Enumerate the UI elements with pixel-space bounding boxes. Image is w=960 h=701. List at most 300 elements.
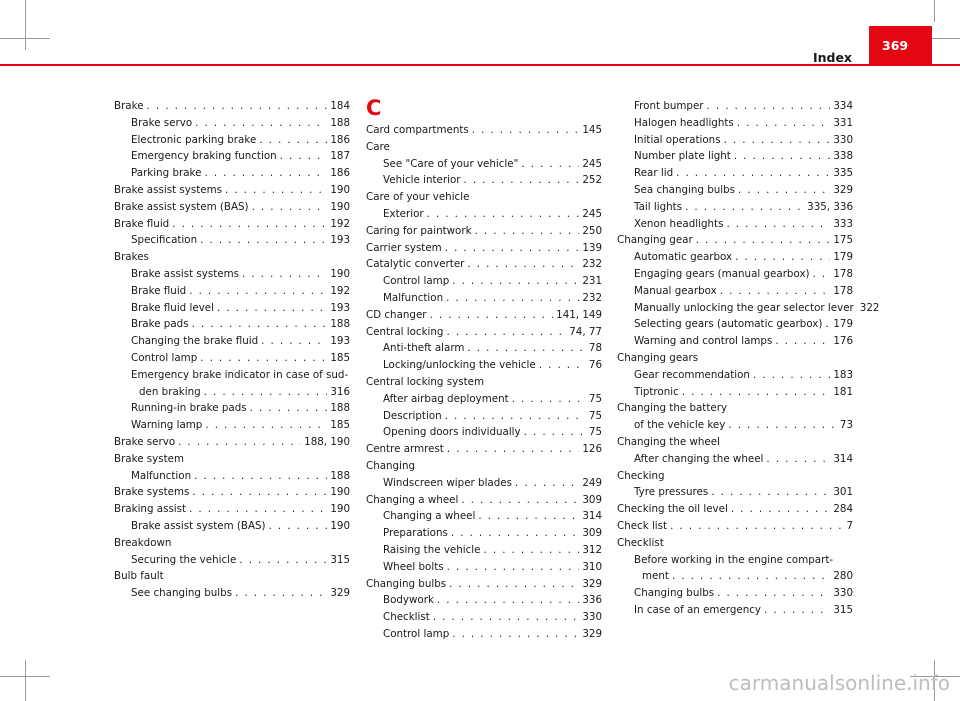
page-reference: 193 — [330, 301, 350, 314]
entry-term: Specification — [131, 234, 198, 247]
index-subentry — [617, 216, 853, 233]
index-subentry — [617, 182, 853, 199]
entry-term: Rear lid — [634, 167, 674, 180]
entry-term: Tail lights — [634, 200, 683, 213]
dot-leader — [427, 206, 580, 223]
entry-term: Bodywork — [383, 594, 434, 607]
dot-leader — [172, 216, 327, 233]
index-subentry — [366, 626, 602, 643]
page-reference: 190 — [330, 267, 350, 280]
entry-term: Number plate light — [634, 150, 731, 163]
index-subentry — [366, 542, 602, 559]
page-reference: 330 — [833, 587, 853, 600]
entry-term: Gear recommendation — [634, 368, 750, 381]
index-subentry — [114, 115, 350, 132]
entry-term: Brake pads — [131, 318, 189, 331]
index-subentry — [366, 559, 602, 576]
entry-term: Parking brake — [131, 167, 202, 180]
dot-leader — [735, 249, 830, 266]
entry-term: Warning and control lamps — [634, 335, 773, 348]
page-reference: 280 — [833, 570, 853, 583]
entry-term: Halogen headlights — [634, 116, 734, 129]
page-reference: 76 — [588, 359, 602, 372]
entry-term: Catalytic converter — [366, 258, 465, 271]
index-subentry — [114, 468, 350, 485]
page-reference: 316 — [330, 385, 350, 398]
entry-term: Windscreen wiper blades — [383, 476, 512, 489]
entry-term: Xenon headlights — [634, 217, 724, 230]
page-reference: 186 — [330, 133, 350, 146]
index-subentry — [366, 609, 602, 626]
dot-leader — [711, 484, 830, 501]
index-heading: Checklist — [617, 536, 664, 549]
entry-term: Braking assist — [114, 503, 187, 516]
page-reference: 329 — [330, 587, 350, 600]
page-reference: 178 — [833, 284, 853, 297]
index-subentry — [114, 585, 350, 602]
entry-term: Manual gearbox — [634, 284, 717, 297]
index-subentry — [114, 400, 350, 417]
page-reference: 75 — [588, 392, 602, 405]
entry-term: In case of an emergency — [634, 603, 761, 616]
page-reference: 145 — [582, 124, 602, 136]
index-subentry — [617, 602, 853, 619]
dot-leader — [200, 350, 327, 367]
index-entry — [617, 518, 853, 535]
index-entry — [617, 232, 853, 249]
page-reference: 190 — [330, 486, 350, 499]
index-column-3 — [617, 98, 880, 619]
index-subentry — [366, 357, 602, 374]
dot-leader — [720, 283, 831, 300]
page-reference: 188 — [330, 318, 350, 331]
entry-term: Central locking — [366, 325, 444, 338]
dot-leader — [467, 340, 585, 357]
index-entry — [114, 182, 350, 199]
page-reference: 331 — [833, 116, 853, 129]
index-column-1 — [114, 98, 350, 602]
entry-term: Description — [383, 409, 442, 422]
page-reference: 301 — [833, 486, 853, 499]
dot-leader — [204, 384, 328, 401]
index-subentry — [366, 424, 602, 441]
entry-term: Front bumper — [634, 100, 704, 112]
index-subentry — [114, 266, 350, 283]
index-subentry — [114, 350, 350, 367]
index-subentry — [366, 290, 602, 307]
entry-term: Raising the vehicle — [383, 543, 481, 556]
page-reference: 176 — [833, 335, 853, 348]
entry-term: Changing a wheel — [383, 510, 476, 523]
index-heading: Changing — [366, 459, 416, 472]
entry-term: Locking/unlocking the vehicle — [383, 359, 536, 372]
entry-term: Brake assist systems — [131, 267, 239, 280]
page-reference: 329 — [582, 577, 602, 590]
index-subentry — [366, 592, 602, 609]
index-entry — [366, 122, 602, 139]
index-entry — [114, 199, 350, 216]
index-subentry — [617, 585, 853, 602]
entry-term: After changing the wheel — [634, 452, 764, 465]
dot-leader — [200, 232, 327, 249]
dot-leader — [189, 283, 327, 300]
index-entry — [366, 492, 602, 509]
page-reference: 185 — [330, 419, 350, 432]
entry-term: Automatic gearbox — [634, 251, 733, 264]
crop-mark — [934, 0, 935, 22]
dot-leader — [696, 232, 831, 249]
index-heading: Breakdown — [114, 536, 172, 549]
page-reference: 185 — [330, 351, 350, 364]
index-entry — [114, 501, 350, 518]
dot-leader — [451, 525, 579, 542]
page-reference: 232 — [582, 258, 602, 271]
dot-leader — [472, 122, 580, 139]
page-reference: 126 — [582, 443, 602, 456]
page-reference: 245 — [582, 157, 602, 170]
dot-leader — [204, 165, 327, 182]
dot-leader — [194, 468, 327, 485]
index-subentry — [114, 283, 350, 300]
page-reference: 193 — [330, 234, 350, 247]
index-subentry — [617, 98, 853, 115]
dot-leader — [685, 199, 804, 216]
entry-term: Checklist — [383, 611, 430, 624]
dot-leader — [280, 148, 328, 165]
index-heading: Central locking system — [366, 375, 484, 388]
page-reference: 188 — [330, 116, 350, 129]
entry-term: Brake servo — [114, 435, 176, 448]
index-subentry — [366, 475, 602, 492]
page-reference: 335, 336 — [807, 200, 853, 213]
dot-leader — [195, 115, 327, 132]
page-reference: 329 — [833, 183, 853, 196]
index-subentry — [617, 384, 853, 401]
entry-term: After airbag deployment — [383, 392, 509, 405]
entry-term: Vehicle interior — [383, 174, 461, 187]
index-heading: Brakes — [114, 251, 149, 264]
index-heading: Changing the wheel — [617, 435, 720, 448]
index-subentry — [114, 518, 350, 535]
dot-leader — [461, 492, 579, 509]
index-subentry — [617, 115, 853, 132]
index-entry — [617, 501, 853, 518]
page-reference: 322 — [859, 301, 880, 314]
index-subentry-wrapped: Emergency brake indicator in case of sud- — [131, 368, 349, 381]
entry-term: Manually unlocking the gear selector lever — [634, 301, 854, 314]
dot-leader — [449, 576, 579, 593]
page-reference: 284 — [833, 503, 853, 516]
dot-leader — [670, 518, 843, 535]
dot-leader — [225, 182, 327, 199]
page-reference: 338 — [833, 150, 853, 163]
dot-leader — [189, 501, 327, 518]
index-entry — [114, 434, 350, 451]
page-reference: 190 — [330, 200, 350, 213]
page-reference: 315 — [330, 553, 350, 566]
index-entry — [366, 223, 602, 240]
index-subentry — [366, 525, 602, 542]
dot-leader — [178, 434, 301, 451]
entry-term: Changing a wheel — [366, 493, 459, 506]
index-subentry — [366, 340, 602, 357]
index-heading: Care of your vehicle — [366, 191, 470, 204]
entry-term: Check list — [617, 519, 668, 532]
dot-leader — [717, 585, 830, 602]
index-subentry — [114, 132, 350, 149]
page-reference: 232 — [582, 291, 602, 304]
dot-leader — [475, 223, 580, 240]
entry-term: Tyre pressures — [634, 486, 709, 499]
index-subentry — [366, 273, 602, 290]
entry-term: Exterior — [383, 207, 424, 220]
dot-leader — [467, 256, 579, 273]
entry-term: ment — [642, 570, 669, 583]
index-column-2 — [366, 98, 602, 643]
page-reference: 192 — [330, 284, 350, 297]
index-subentry — [114, 300, 350, 317]
crop-mark — [25, 660, 26, 701]
index-heading: Bulb fault — [114, 570, 164, 583]
index-subentry — [366, 408, 602, 425]
index-subentry — [617, 568, 853, 585]
page-reference: 74, 77 — [569, 325, 602, 338]
page-reference: 312 — [582, 543, 602, 556]
entry-term: Opening doors individually — [383, 426, 521, 439]
dot-leader — [463, 172, 579, 189]
entry-term: Wheel bolts — [383, 560, 444, 573]
page-reference: 183 — [833, 368, 853, 381]
index-subentry-wrapped: Before working in the engine compart- — [634, 553, 834, 566]
entry-term: Anti-theft alarm — [383, 342, 465, 355]
page-reference: 314 — [582, 510, 602, 523]
dot-leader — [437, 592, 579, 609]
dot-leader — [672, 568, 830, 585]
dot-leader — [452, 626, 579, 643]
entry-term: Tiptronic — [634, 385, 679, 398]
page-title: Index — [812, 50, 852, 65]
dot-leader — [446, 290, 579, 307]
index-entry — [366, 576, 602, 593]
entry-term: Changing gear — [617, 234, 693, 247]
index-subentry — [114, 165, 350, 182]
entry-term: Brake fluid level — [131, 301, 214, 314]
entry-term: Control lamp — [383, 275, 450, 288]
dot-leader — [192, 316, 328, 333]
page-reference: 73 — [839, 419, 853, 432]
index-letter-heading: C — [366, 96, 382, 120]
page-reference: 309 — [582, 493, 602, 506]
entry-term: See "Care of your vehicle" — [383, 157, 519, 170]
index-subentry — [114, 232, 350, 249]
page-reference: 193 — [330, 335, 350, 348]
dot-leader — [446, 324, 566, 341]
dot-leader — [766, 451, 830, 468]
dot-leader — [728, 417, 837, 434]
page-reference: 188 — [330, 469, 350, 482]
dot-leader — [259, 132, 327, 149]
page-reference: 252 — [582, 174, 602, 187]
page-reference: 75 — [588, 409, 602, 422]
dot-leader — [539, 357, 586, 374]
dot-leader — [447, 559, 580, 576]
entry-term: Changing bulbs — [366, 577, 447, 590]
index-heading: Checking — [617, 469, 665, 482]
page-reference: 250 — [582, 224, 602, 237]
entry-term: Preparations — [383, 527, 448, 540]
index-entry — [114, 216, 350, 233]
page-reference: 231 — [582, 275, 602, 288]
dot-leader — [521, 156, 579, 173]
index-subentry — [114, 552, 350, 569]
index-subentry — [366, 508, 602, 525]
page-reference: 184 — [330, 100, 350, 112]
entry-term: Engaging gears (manual gearbox) — [634, 267, 810, 280]
index-subentry — [366, 172, 602, 189]
entry-term: Brake assist system (BAS) — [131, 519, 266, 532]
index-subentry — [617, 165, 853, 182]
crop-mark — [25, 0, 26, 50]
entry-term: Control lamp — [131, 351, 198, 364]
index-subentry — [114, 384, 350, 401]
page-reference: 335 — [833, 167, 853, 180]
dot-leader — [524, 424, 586, 441]
index-subentry — [366, 156, 602, 173]
dot-leader — [147, 98, 328, 115]
dot-leader — [682, 384, 831, 401]
dot-leader — [433, 609, 580, 626]
index-entry — [366, 307, 602, 324]
page-reference: 188 — [330, 402, 350, 415]
page-reference: 188, 190 — [304, 435, 350, 448]
page-reference: 334 — [833, 100, 853, 112]
dot-leader — [261, 333, 327, 350]
index-subentry — [617, 132, 853, 149]
index-heading: Brake system — [114, 452, 185, 465]
page-reference: 245 — [582, 207, 602, 220]
page-reference: 315 — [833, 603, 853, 616]
index-subentry — [114, 148, 350, 165]
page-reference: 190 — [330, 503, 350, 516]
entry-term: Brake systems — [114, 486, 190, 499]
entry-term: Changing bulbs — [634, 587, 715, 600]
page-reference: 333 — [833, 217, 853, 230]
entry-term: Checking the oil level — [617, 503, 728, 516]
dot-leader — [676, 165, 830, 182]
page-reference: 78 — [588, 342, 602, 355]
index-subentry — [617, 367, 853, 384]
index-subentry — [617, 148, 853, 165]
dot-leader — [452, 273, 579, 290]
entry-term: Emergency braking function — [131, 150, 277, 163]
dot-leader — [484, 542, 580, 559]
entry-term: Malfunction — [383, 291, 444, 304]
dot-leader — [239, 552, 327, 569]
dot-leader — [252, 199, 328, 216]
dot-leader — [734, 148, 831, 165]
page-reference: 249 — [582, 476, 602, 489]
entry-term: Initial operations — [634, 133, 721, 146]
dot-leader — [512, 391, 586, 408]
dot-leader — [775, 333, 830, 350]
entry-term: Brake fluid — [131, 284, 187, 297]
entry-term: Sea changing bulbs — [634, 183, 736, 196]
index-entry — [366, 256, 602, 273]
page-reference: 309 — [582, 527, 602, 540]
index-subentry — [617, 333, 853, 350]
dot-leader — [269, 518, 328, 535]
entry-term: Changing the brake fluid — [131, 335, 259, 348]
page-reference: 187 — [330, 150, 350, 163]
entry-term: of the vehicle key — [634, 419, 726, 432]
page-reference: 141, 149 — [556, 308, 602, 321]
dot-leader — [726, 216, 830, 233]
dot-leader — [250, 400, 328, 417]
entry-term: Caring for paintwork — [366, 224, 472, 237]
entry-term: Running-in brake pads — [131, 402, 247, 415]
dot-leader — [764, 602, 830, 619]
dot-leader — [445, 408, 586, 425]
entry-term: Malfunction — [131, 469, 192, 482]
dot-leader — [813, 266, 831, 283]
index-subentry — [114, 333, 350, 350]
page-reference: 329 — [582, 627, 602, 640]
page-reference: 310 — [582, 560, 602, 573]
dot-leader — [217, 300, 327, 317]
entry-term: Warning lamp — [131, 419, 203, 432]
index-subentry — [617, 300, 880, 317]
index-entry — [114, 98, 350, 115]
index-entry — [366, 240, 602, 257]
dot-leader — [192, 484, 327, 501]
index-subentry — [366, 391, 602, 408]
entry-term: Brake assist systems — [114, 183, 222, 196]
entry-term: Brake servo — [131, 116, 193, 129]
page-reference: 330 — [833, 133, 853, 146]
page-reference: 330 — [582, 611, 602, 624]
page-reference: 192 — [330, 217, 350, 230]
entry-term: Control lamp — [383, 627, 450, 640]
entry-term: Carrier system — [366, 241, 442, 254]
dot-leader — [235, 585, 327, 602]
entry-term: Brake — [114, 100, 144, 112]
page-reference: 75 — [588, 426, 602, 439]
entry-term: Securing the vehicle — [131, 553, 237, 566]
page-reference: 336 — [582, 594, 602, 607]
page-reference: 139 — [582, 241, 602, 254]
entry-term: See changing bulbs — [131, 587, 233, 600]
entry-term: Brake fluid — [114, 217, 170, 230]
entry-term: CD changer — [366, 308, 427, 321]
dot-leader — [753, 367, 830, 384]
index-heading: Care — [366, 140, 390, 153]
watermark: carmanualsonline.info — [728, 671, 950, 695]
dot-leader — [707, 98, 831, 115]
entry-term: den braking — [139, 385, 201, 398]
dot-leader — [447, 441, 580, 458]
entry-term: Selecting gears (automatic gearbox) — [634, 318, 823, 331]
page-number: 369 — [869, 26, 932, 64]
page-reference: 190 — [330, 519, 350, 532]
page-reference: 179 — [833, 251, 853, 264]
page-reference: 7 — [846, 519, 853, 532]
dot-leader — [430, 307, 554, 324]
index-subentry — [617, 316, 853, 333]
dot-leader — [731, 501, 831, 518]
index-subentry — [617, 417, 853, 434]
dot-leader — [738, 182, 830, 199]
index-subentry — [617, 484, 853, 501]
